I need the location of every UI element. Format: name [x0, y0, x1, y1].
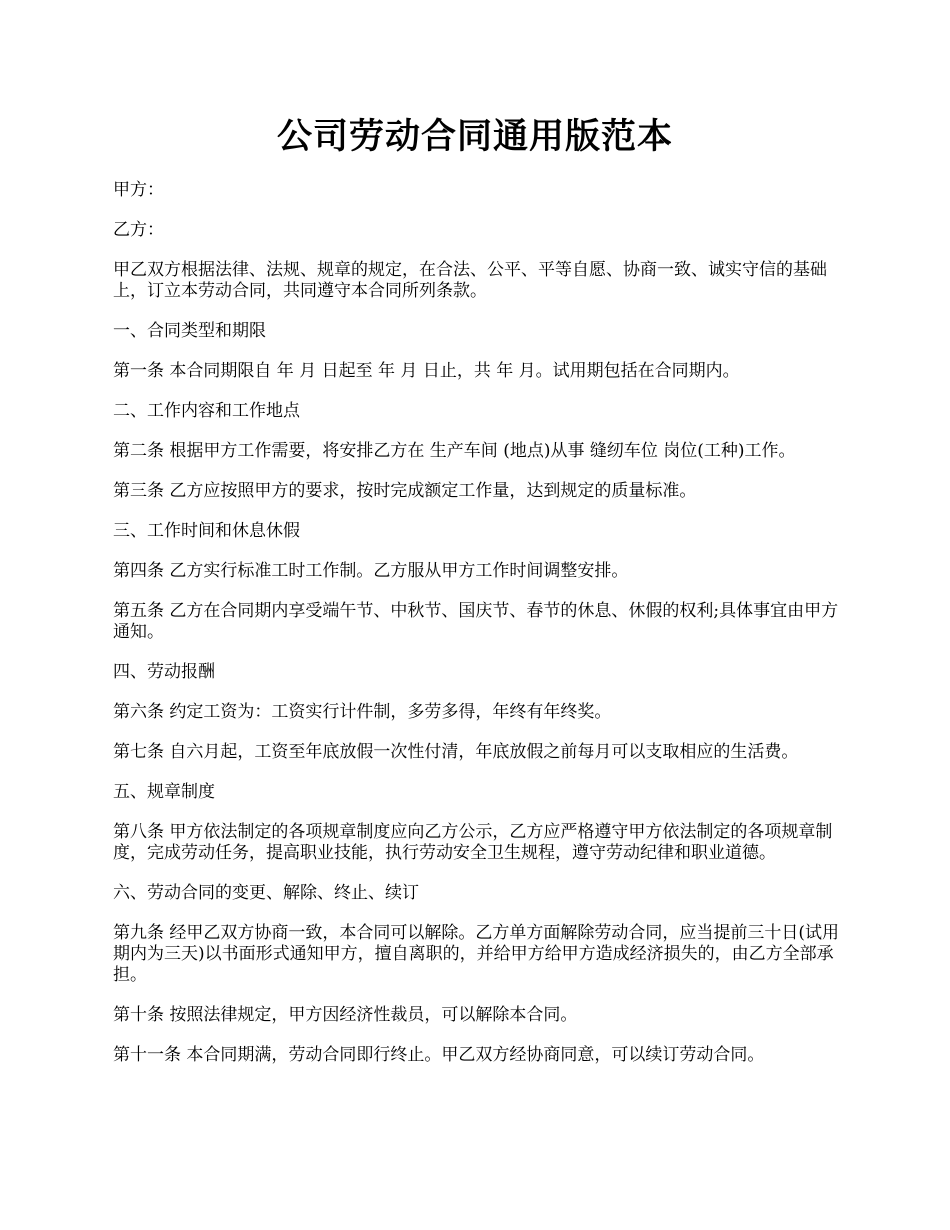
- document-title: 公司劳动合同通用版范本: [276, 116, 673, 157]
- article-4: 第四条 乙方实行标准工时工作制。乙方服从甲方工作时间调整安排。: [113, 561, 629, 581]
- section-heading-4: 四、劳动报酬: [113, 662, 215, 682]
- article-7: 第七条 自六月起，工资至年底放假一次性付清，年底放假之前每月可以支取相应的生活费。: [113, 742, 799, 762]
- article-1: 第一条 本合同期限自 年 月 日起至 年 月 日止，共 年 月。试用期包括在合同期内。: [113, 361, 740, 381]
- document-body: [113, 180, 853, 1085]
- article-3: 第三条 乙方应按照甲方的要求，按时完成额定工作量，达到规定的质量标准。: [113, 481, 697, 501]
- party-a-line: 甲方：: [113, 180, 164, 200]
- section-heading-6: 六、劳动合同的变更、解除、终止、续订: [113, 883, 419, 903]
- article-11: 第十一条 本合同期满，劳动合同即行终止。甲乙双方经协商同意，可以续订劳动合同。: [113, 1045, 765, 1065]
- preamble-paragraph: 甲乙双方根据法律、法规、规章的规定，在合法、公平、平等自愿、协商一致、诚实守信的基础上，订立本劳动合同，共同遵守本合同所列条款。: [113, 260, 827, 301]
- article-2: 第二条 根据甲方工作需要，将安排乙方在 生产车间 (地点)从事 缝纫车位 岗位(工种)工作。: [113, 441, 796, 461]
- article-6: 第六条 约定工资为：工资实行计件制，多劳多得，年终有年终奖。: [113, 702, 612, 722]
- article-5: 第五条 乙方在合同期内享受端午节、中秋节、国庆节、春节的休息、休假的权利;具体事宜由甲方通知。: [113, 601, 839, 642]
- article-8: 第八条 甲方依法制定的各项规章制度应向乙方公示，乙方应严格遵守甲方依法制定的各项规章制度，完成劳动任务，提高职业技能，执行劳动安全卫生规程，遵守劳动纪律和职业道德。: [113, 822, 833, 863]
- article-10: 第十条 按照法律规定，甲方因经济性裁员，可以解除本合同。: [113, 1005, 578, 1025]
- section-heading-5: 五、规章制度: [113, 782, 215, 802]
- section-heading-2: 二、工作内容和工作地点: [113, 401, 300, 421]
- section-heading-1: 一、合同类型和期限: [113, 321, 266, 341]
- article-9: 第九条 经甲乙双方协商一致，本合同可以解除。乙方单方面解除劳动合同，应当提前三十日(试用期内为三天)以书面形式通知甲方，擅自离职的，并给甲方给甲方造成经济损失的，由乙方全部承担。: [113, 923, 840, 985]
- party-b-line: 乙方：: [113, 220, 164, 240]
- section-heading-3: 三、工作时间和休息休假: [113, 521, 300, 541]
